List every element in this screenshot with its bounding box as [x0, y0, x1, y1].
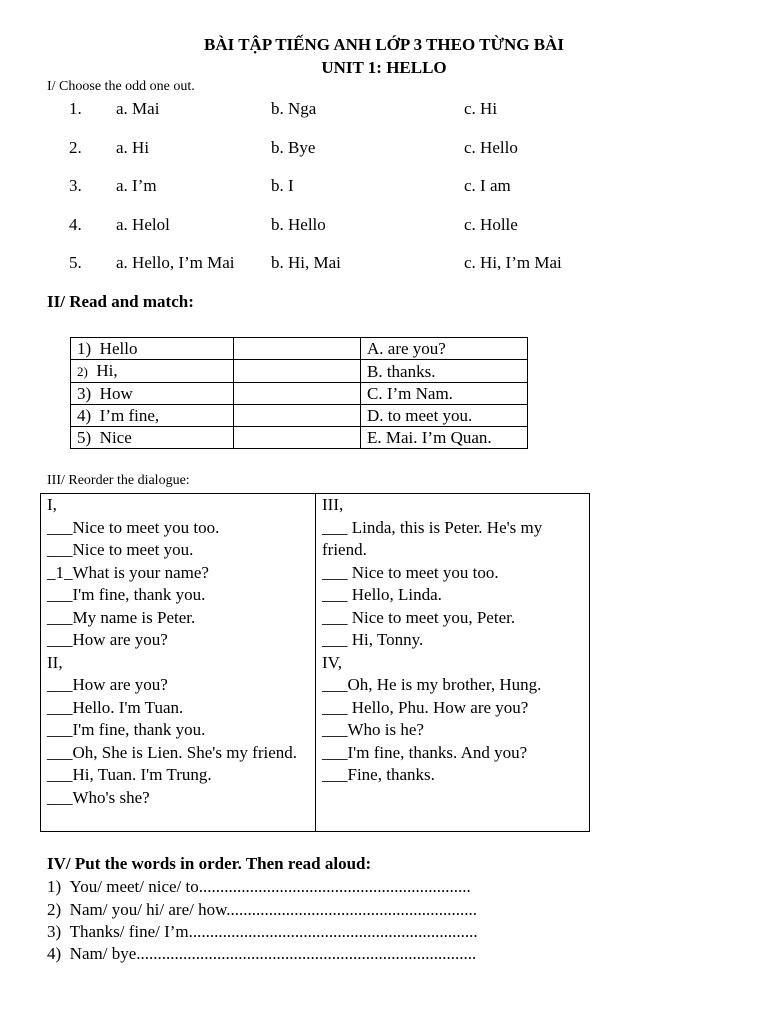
match-row [71, 360, 528, 383]
section-3-heading: III/ Reorder the dialogue: [47, 473, 190, 488]
q2-option-c: c. Hello [464, 138, 518, 157]
dialogue-line: ___Fine, thanks. [322, 765, 435, 784]
dialogue-line: I, [47, 495, 57, 514]
match-number: 5) [77, 428, 92, 447]
match-right-cell: E. Mai. I’m Quan. [361, 427, 528, 449]
q4-number: 4. [69, 215, 82, 234]
dialogue-line: ___Hello. I'm Tuan. [47, 697, 184, 717]
dialogue-line: ___Oh, She is Lien. She's my friend. [47, 742, 298, 762]
match-answer-blank[interactable] [234, 383, 361, 405]
dialogue-line: ___Nice to meet you too. [47, 517, 220, 537]
match-left-cell [71, 360, 234, 383]
order-item [47, 877, 471, 897]
q1-option-a: a. Mai [116, 99, 160, 118]
order-text: Thanks/ fine/ I’m.................................................................... [69, 922, 478, 941]
q5-number: 5. [69, 253, 82, 272]
q3-option-c: c. I am [464, 176, 511, 195]
match-right-cell: B. thanks. [361, 360, 528, 383]
match-number: 4) [77, 406, 92, 425]
q1-option-b: b. Nga [271, 99, 317, 118]
order-item [47, 944, 476, 964]
order-text: You/ meet/ nice/ to................................................................ [69, 877, 471, 896]
dialogue-line: ___Oh, He is my brother, Hung. [322, 675, 542, 694]
match-left-cell [71, 427, 234, 449]
q5-option-a: a. Hello, I’m Mai [116, 253, 235, 272]
order-number: 4) [47, 944, 62, 963]
q3-number: 3. [69, 176, 82, 195]
dialogue-line: ___Who is he? [322, 720, 424, 739]
q1-number: 1. [69, 99, 82, 118]
dialogue-line: ___ Hello, Phu. How are you? [322, 697, 529, 717]
match-table [70, 337, 528, 449]
order-text: Nam/ you/ hi/ are/ how........................................................... [69, 900, 478, 919]
q1-option-c: c. Hi [464, 99, 498, 118]
q2-option-b: b. Bye [271, 138, 316, 157]
match-left-cell [71, 338, 234, 360]
dialogue-table [40, 493, 590, 832]
dialogue-line: III, [322, 495, 344, 514]
dialogue-line: ___Nice to meet you. [47, 540, 194, 559]
page-title: BÀI TẬP TIẾNG ANH LỚP 3 THEO TỪNG BÀI [204, 35, 564, 54]
match-answer-blank[interactable] [234, 360, 361, 383]
dialogue-line: ___Hi, Tuan. I'm Trung. [47, 765, 212, 784]
match-number: 3) [77, 384, 92, 403]
dialogue-line: ___ Nice to meet you too. [322, 562, 499, 582]
dialogue-line: ___Who's she? [47, 787, 150, 807]
match-left-text: Hi, [96, 361, 118, 380]
dialogue-line: ___My name is Peter. [47, 607, 196, 627]
match-row [71, 405, 528, 427]
q2-number: 2. [69, 138, 82, 157]
dialogue-line: II, [47, 652, 63, 672]
match-right-cell: A. are you? [361, 338, 528, 360]
match-answer-blank[interactable] [234, 427, 361, 449]
match-left-text: How [99, 384, 133, 403]
dialogue-line: ___I'm fine, thank you. [47, 585, 206, 604]
q5-option-c: c. Hi, I’m Mai [464, 253, 562, 272]
dialogue-line: ___How are you? [47, 675, 168, 694]
order-number: 1) [47, 877, 62, 896]
dialogue-left-column [41, 494, 315, 831]
match-right-cell: C. I’m Nam. [361, 383, 528, 405]
order-number: 2) [47, 900, 62, 919]
q3-option-b: b. I [271, 176, 294, 195]
dialogue-line: ___ Linda, this is Peter. He's my friend. [322, 517, 543, 559]
q4-option-b: b. Hello [271, 215, 326, 234]
order-number: 3) [47, 922, 62, 941]
match-left-text: Hello [99, 339, 138, 358]
q3-option-a: a. I’m [116, 176, 157, 195]
dialogue-line: ___I'm fine, thanks. And you? [322, 742, 528, 762]
dialogue-line: ___ Hi, Tonny. [322, 630, 424, 649]
dialogue-right-column [315, 494, 588, 831]
match-row [71, 338, 528, 360]
section-2-heading: II/ Read and match: [47, 292, 194, 311]
match-left-cell [71, 405, 234, 427]
dialogue-line: _1_What is your name? [47, 562, 209, 582]
match-right-cell: D. to meet you. [361, 405, 528, 427]
match-row [71, 427, 528, 449]
q2-option-a: a. Hi [116, 138, 150, 157]
match-left-cell [71, 383, 234, 405]
order-item [47, 922, 478, 942]
match-left-text: Nice [99, 428, 132, 447]
order-text: Nam/ bye................................................................................ [69, 944, 477, 963]
q4-option-a: a. Helol [116, 215, 170, 234]
match-row [71, 383, 528, 405]
section-4-heading: IV/ Put the words in order. Then read aloud: [47, 854, 372, 873]
match-number: 1) [77, 339, 92, 358]
match-answer-blank[interactable] [234, 405, 361, 427]
dialogue-line: ___How are you? [47, 630, 168, 649]
dialogue-line: IV, [322, 652, 342, 672]
q5-option-b: b. Hi, Mai [271, 253, 341, 272]
dialogue-line: ___I'm fine, thank you. [47, 720, 206, 739]
section-1-heading: I/ Choose the odd one out. [47, 79, 195, 94]
match-answer-blank[interactable] [234, 338, 361, 360]
q4-option-c: c. Holle [464, 215, 518, 234]
dialogue-line: ___ Nice to meet you, Peter. [322, 607, 516, 627]
match-number: 2) [77, 364, 88, 379]
unit-title: UNIT 1: HELLO [321, 58, 447, 77]
dialogue-line: ___ Hello, Linda. [322, 585, 442, 604]
order-item [47, 900, 477, 920]
match-left-text: I’m fine, [99, 406, 160, 425]
